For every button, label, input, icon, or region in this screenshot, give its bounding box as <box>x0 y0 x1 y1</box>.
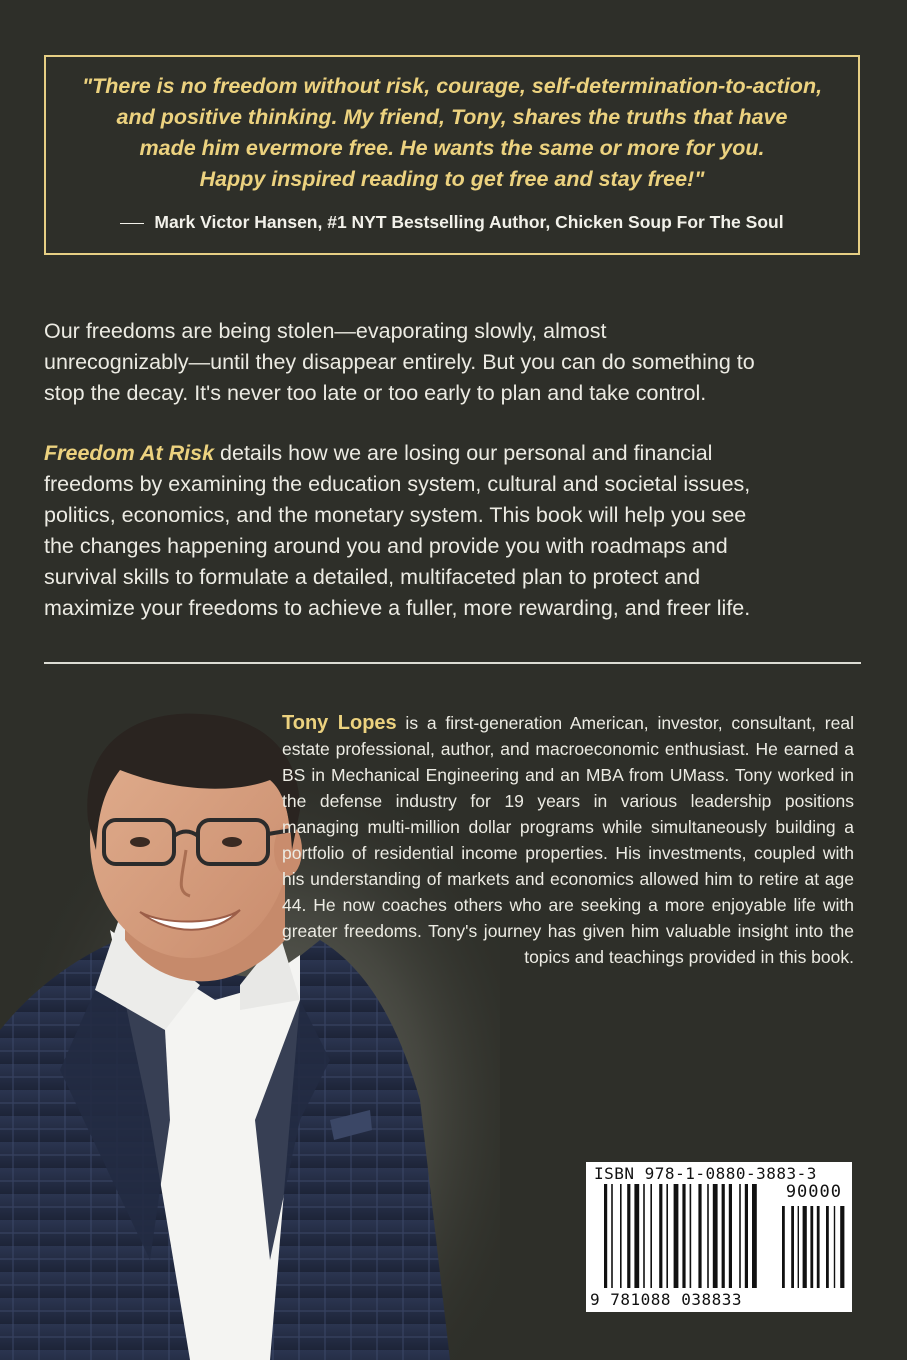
addon-barcode-bar <box>817 1206 820 1288</box>
section-divider <box>44 662 861 664</box>
author-bio-text: is a first-generation American, investor, consultant, real estate professional, author, and macroeconomic enthusiast. He earned a BS in Mechanical Engineering and an MBA from UMass. Tony worked in the defense industry for 19 years in various leadership positions managing multi-million dollar programs while simultaneously building a portfolio of residential income properties. His investments, coupled with his understanding of markets and economics allowed him to retire at age 44. He now coaches others who are seeking a more enjoyable life with greater freedoms. Tony's journey has given him valuable insight into the topics and teachings provided in this book. <box>282 713 854 967</box>
barcode-bar <box>634 1184 639 1288</box>
blurb-line: unrecognizably—until they disappear entirely. But you can do something to <box>44 350 755 374</box>
ean-number: 9 781088 038833 <box>590 1290 742 1309</box>
quote-attribution <box>46 212 858 233</box>
blurb-line: freedoms by examining the education system, cultural and societal issues, <box>44 472 751 496</box>
barcode-bar <box>698 1184 701 1288</box>
barcode-bar <box>739 1184 741 1288</box>
barcode-bar <box>650 1184 652 1288</box>
blurb-line: maximize your freedoms to achieve a fuller, more rewarding, and freer life. <box>44 596 751 620</box>
barcode-bar <box>659 1184 662 1288</box>
blurb-line: stop the decay. It's never too late or too early to plan and take control. <box>44 381 707 405</box>
barcode-bar <box>713 1184 718 1288</box>
em-dash-icon <box>120 223 144 224</box>
addon-barcode-bar <box>810 1206 813 1288</box>
barcode-bar <box>722 1184 725 1288</box>
addon-barcode-bar <box>834 1206 835 1288</box>
barcode-bar <box>666 1184 668 1288</box>
addon-barcode-bar <box>826 1206 829 1288</box>
addon-barcode-bar <box>791 1206 794 1288</box>
isbn-barcode <box>586 1162 852 1312</box>
author-name: Tony Lopes <box>282 712 397 734</box>
barcode-bar <box>682 1184 685 1288</box>
barcode-bar <box>643 1184 645 1288</box>
quote-line: and positive thinking. My friend, Tony, shares the truths that have <box>116 105 788 129</box>
blurb-paragraph-1 <box>44 316 874 409</box>
barcode-bar <box>627 1184 630 1288</box>
attribution-text: Mark Victor Hansen, #1 NYT Bestselling Author, Chicken Soup For The Soul <box>154 212 784 232</box>
quote-line: made him evermore free. He wants the same or more for you. <box>139 136 765 160</box>
blurb-line: the changes happening around you and provide you with roadmaps and <box>44 534 728 558</box>
isbn-number: ISBN 978-1-0880-3883-3 <box>594 1164 817 1183</box>
book-title: Freedom At Risk <box>44 441 215 465</box>
blurb-line: survival skills to formulate a detailed, multifaceted plan to protect and <box>44 565 701 589</box>
barcode-bar <box>690 1184 692 1288</box>
blurb-line <box>44 438 874 469</box>
barcode-bar <box>745 1184 748 1288</box>
barcode-bar <box>729 1184 732 1288</box>
quote-line: Happy inspired reading to get free and stay free!" <box>199 167 705 191</box>
addon-barcode-bar <box>798 1206 799 1288</box>
endorsement-quote-box <box>44 55 860 255</box>
blurb-text: details how we are losing our personal and financial <box>214 441 713 465</box>
addon-barcode-bar <box>840 1206 844 1288</box>
addon-barcode-bar <box>782 1206 785 1288</box>
addon-barcode-bar <box>803 1206 807 1288</box>
barcode-bar <box>752 1184 757 1288</box>
barcode-bar <box>674 1184 679 1288</box>
barcode-bar <box>611 1184 613 1288</box>
price-code: 90000 <box>785 1182 842 1202</box>
blurb-line: politics, economics, and the monetary system. This book will help you see <box>44 503 747 527</box>
blurb-paragraph-2 <box>44 438 874 624</box>
quote-line: "There is no freedom without risk, courage, self-determination-to-action, <box>81 74 823 98</box>
barcode-bar <box>620 1184 622 1288</box>
barcode-bar <box>604 1184 607 1288</box>
blurb-line: Our freedoms are being stolen—evaporating slowly, almost <box>44 319 607 343</box>
barcode-bar <box>707 1184 709 1288</box>
endorsement-quote <box>46 71 858 195</box>
author-bio <box>282 710 854 970</box>
